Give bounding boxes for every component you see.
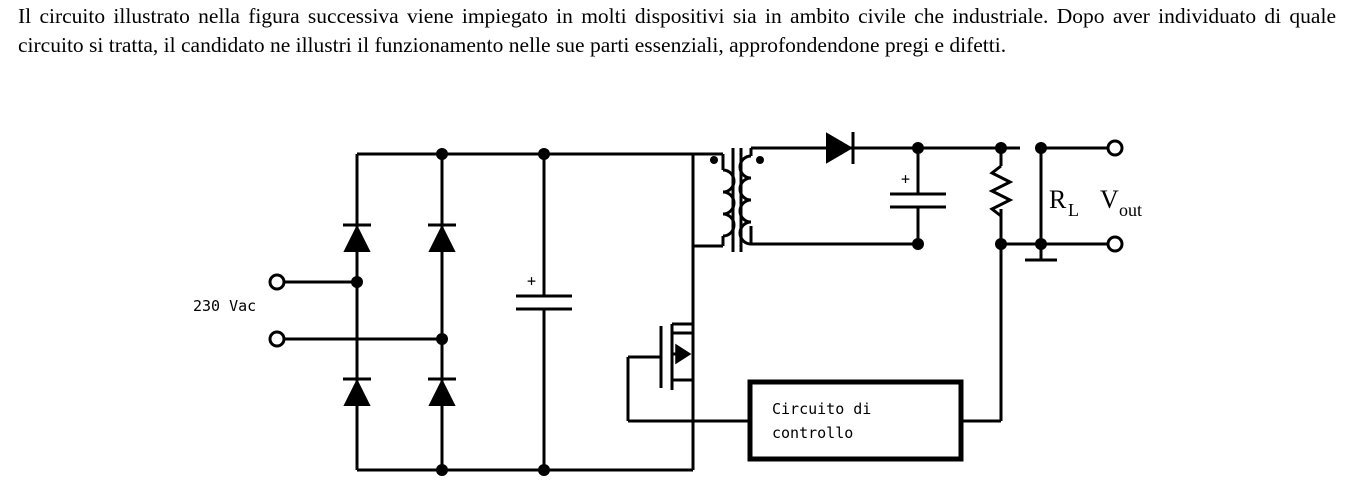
input-capacitor-group: [516, 148, 572, 476]
transformer-dot-secondary-icon: [756, 156, 764, 164]
node-dot-output-cap-bottom: [912, 238, 924, 250]
circuit-figure: [0, 118, 1352, 492]
node-dot-input-cap-top: [538, 148, 550, 160]
node-dot-ac-top: [351, 276, 363, 288]
load-resistor-group: [992, 142, 1142, 250]
diode-d1-icon: [345, 227, 369, 251]
control-block-group: [750, 244, 1001, 459]
output-capacitor-group: [890, 142, 946, 250]
diode-output-icon: [827, 134, 851, 162]
dc-bus-group: [357, 154, 693, 470]
output-terminal-top-icon: [1108, 141, 1122, 155]
diode-d4-icon: [430, 381, 454, 405]
node-dot-input-cap-bottom: [538, 464, 550, 476]
ac-source-label: 230 Vac: [193, 297, 257, 315]
load-resistor-sub-label: L: [1068, 200, 1079, 220]
question-text: Il circuito illustrato nella figura successiva viene impiegato in molti dispositivi sia in ambito civile che industriale. Dopo aver individuato di quale circuito si tratta, il candidato ne illustri il funzionamento nelle sue parti essenziali, approfondendone pregi e difetti.: [18, 4, 1336, 57]
node-dot-output-cap-top: [912, 142, 924, 154]
control-block-line1: Circuito di: [772, 400, 872, 418]
input-cap-plus-label: +: [527, 272, 537, 290]
ac-source-group: [193, 275, 442, 346]
diode-d3-icon: [345, 381, 369, 405]
vout-sub-label: out: [1119, 200, 1143, 220]
schematic-svg: [0, 118, 1352, 492]
load-resistor-icon: [992, 166, 1010, 216]
node-dot-load-top: [995, 142, 1007, 154]
control-block-line2: controllo: [772, 424, 854, 442]
output-terminal-bottom-icon: [1108, 237, 1122, 251]
load-resistor-label: R: [1049, 185, 1067, 214]
bridge-rectifier-group: [343, 148, 456, 476]
diode-d2-icon: [430, 227, 454, 251]
node-dot-ac-bottom: [436, 333, 448, 345]
mosfet-group: [628, 324, 750, 421]
vout-label: V: [1100, 185, 1119, 214]
ac-terminal-bottom-icon: [270, 332, 284, 346]
output-cap-plus-label: +: [901, 170, 911, 188]
ac-terminal-top-icon: [270, 275, 284, 289]
control-block-box: [750, 382, 961, 459]
transformer-dot-primary-icon: [710, 156, 718, 164]
